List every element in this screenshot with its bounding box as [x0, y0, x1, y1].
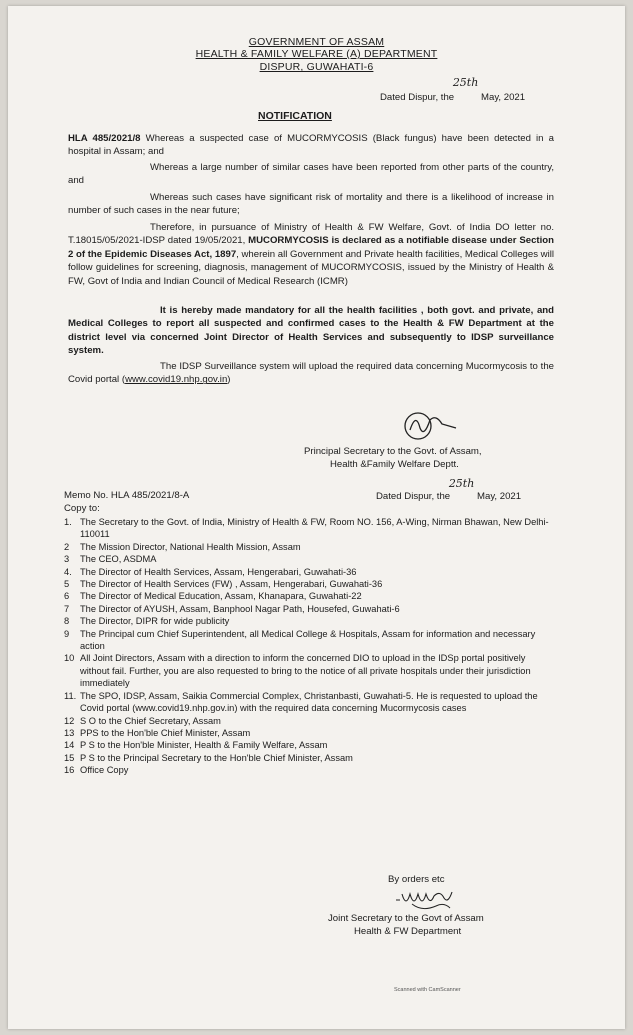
- list-item: 4. The Director of Health Services, Assam, Hengerabari, Guwahati-36: [64, 566, 357, 577]
- paragraph-6: The IDSP Surveillance system will upload the required data concerning Mucormycosis to the Covid portal (www.covid19.nhp.gov.in): [68, 361, 554, 386]
- signatory1-title: Principal Secretary to the Govt. of Assam,: [304, 446, 482, 457]
- date-suffix: May, 2021: [481, 92, 526, 103]
- list-item: 11. The SPO, IDSP, Assam, Saikia Commercial Complex, Christanbasti, Guwahati-5. He is requested to upload the Covid portal (www.covid19.nhp.gov.in) with the required data concerning Mucormycosis cases: [64, 690, 538, 714]
- notification-title: NOTIFICATION: [258, 110, 332, 122]
- declaration-text: MUCORMYCOSIS is declared as a notifiable disease under Section 2 of the Epidemic Diseases Act, 1897: [68, 235, 554, 260]
- list-item: 15 P S to the Principal Secretary to the Hon'ble Chief Minister, Assam: [64, 752, 353, 763]
- memo-day-handwritten: 25th: [448, 477, 475, 490]
- covid-portal-link[interactable]: www.covid19.nhp.gov.in: [125, 374, 228, 386]
- paragraph-2: Whereas a large number of similar cases have been reported from other parts of the country, and: [68, 162, 554, 187]
- paragraph-1: HLA 485/2021/8 Whereas a suspected case of MUCORMYCOSIS (Black fungus) have been detected in a hospital in Assam; and: [68, 133, 554, 158]
- list-item: 13 PPS to the Hon'ble Chief Minister, Assam: [64, 727, 251, 738]
- reference-number: HLA 485/2021/8: [68, 133, 141, 144]
- date-line: [380, 76, 526, 104]
- date-prefix: Dated Dispur, the: [380, 92, 455, 103]
- paragraph-5: It is hereby made mandatory for all the health facilities , both govt. and private, and Medical Colleges to report all suspected and confirmed cases to the Health & FW Department at the district level via concerned Joint Director of Health Services and subsequently to IDSP surveillance system.: [68, 305, 554, 357]
- paragraph-4: Therefore, in pursuance of Ministry of Health & FW Welfare, Govt. of India DO letter no. T.18015/05/2021-IDSP dated 19/05/2021, MUCORMYCOSIS is declared as a notifiable disease under Section 2 of the Epidemic Diseases Act, 1897, wherein all Government and Private health facilities, Medical Colleges will follow guidelines for screening, diagnosis, management of MUCORMYCOSIS, issued by the Ministry of Health & FW, Govt of India and Indian Council of Medical Research (ICMR): [68, 222, 554, 287]
- list-item: 6 The Director of Medical Education, Assam, Khanapara, Guwahati-22: [64, 591, 362, 602]
- list-item: 12 S O to the Chief Secretary, Assam: [64, 715, 221, 726]
- memo-date: Dated Dispur, the 25th May, 2021: [376, 477, 522, 502]
- list-item: 7 The Director of AYUSH, Assam, Banphool Nagar Path, Housefed, Guwahati-6: [64, 603, 400, 614]
- document-page: [8, 6, 625, 1029]
- date-day-handwritten: 25th: [452, 76, 479, 89]
- header-department: HEALTH & FAMILY WELFARE (A) DEPARTMENT: [195, 48, 438, 60]
- scanner-watermark: Scanned with CamScanner: [394, 987, 461, 993]
- closing-department: Health & FW Department: [354, 926, 462, 937]
- signatory1-department: Health &Family Welfare Deptt.: [330, 459, 459, 470]
- copy-list: [64, 516, 554, 777]
- by-orders: By orders etc: [388, 874, 445, 885]
- list-item: 1. The Secretary to the Govt. of India, Ministry of Health & FW, Room NO. 156, A-Wing, Nirman Bhawan, New Delhi-110011: [64, 517, 549, 540]
- list-item: 14 P S to the Hon'ble Minister, Health & Family Welfare, Assam: [64, 740, 328, 751]
- header-government: GOVERNMENT OF ASSAM: [248, 36, 385, 48]
- closing-title: Joint Secretary to the Govt of Assam: [328, 913, 484, 924]
- header-address: DISPUR, GUWAHATI-6: [259, 61, 374, 73]
- list-item: 10 All Joint Directors, Assam with a direction to inform the concerned DIO to upload in the IDSp portal positively without fail. Further, you are also requested to bring to the notice of all private hospitals under their jurisdiction immediately: [64, 653, 531, 689]
- list-item: 2 The Mission Director, National Health Mission, Assam: [64, 541, 301, 552]
- paragraph-3: Whereas such cases have significant risk of mortality and there is a likelihood of increase in number of such cases in the near future;: [68, 192, 554, 217]
- list-item: 8 The Director, DIPR for wide publicity: [64, 616, 230, 627]
- signature-principal-secretary: [400, 408, 460, 444]
- list-item: 9 The Principal cum Chief Superintendent, all Medical College & Hospitals, Assam for information and necessary action: [64, 628, 536, 652]
- memo-number: Memo No. HLA 485/2021/8-A: [64, 490, 190, 501]
- list-item: 5 The Director of Health Services (FW) , Assam, Hengerabari, Guwahati-36: [64, 579, 383, 590]
- list-item: 16 Office Copy: [64, 765, 129, 776]
- list-item: 3 The CEO, ASDMA: [64, 554, 157, 565]
- copy-to-label: Copy to:: [64, 503, 100, 514]
